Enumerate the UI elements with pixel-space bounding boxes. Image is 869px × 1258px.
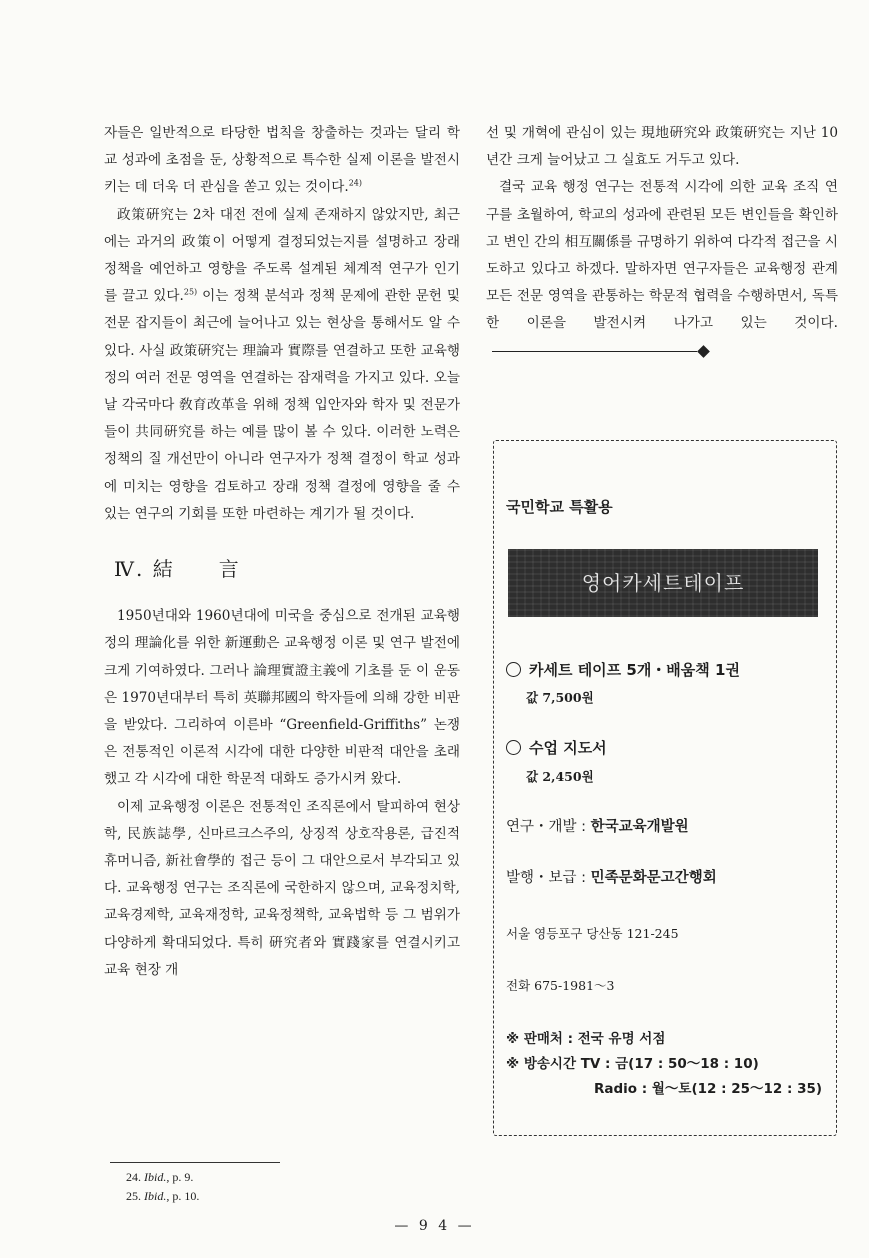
ad-phone: 전화 675-1981～3: [506, 978, 615, 993]
paragraph-text: 결국 교육 행정 연구는 전통적 시각에 의한 교육 조직 연구를 초월하여, 학교의 성과에 관련된 모든 변인들을 확인하고 변인 간의 相互關係를 규명하기 위하여 다각적 접근을 시도하고 있다고 하겠다. 말하자면 연구자들은 교육행정 관계 모든 전문 영역을 관통하는 학문적 협력을 수행하면서, 독특한 이론을 발전시켜 나가고 있는 것이다.: [486, 179, 838, 332]
paragraph-text: 자들은 일반적으로 타당한 법칙을 창출하는 것과는 달리 학교 성과에 초점을 둔, 상황적으로 특수한 실제 이론을 발전시키는 데 더욱 더 관심을 쏟고 있는 것이다.: [104, 125, 460, 196]
ad-item: [506, 659, 740, 680]
circle-bullet-icon: [506, 740, 521, 755]
paragraph: [104, 120, 460, 202]
end-rule: [492, 351, 697, 352]
ad-research-value: 한국교육개발원: [590, 819, 689, 835]
footnote-number: 25.: [126, 1189, 141, 1203]
ad-research-label: 연구・개발 :: [506, 819, 591, 835]
ad-banner: 영어카세트테이프: [508, 549, 818, 617]
circle-bullet-icon: [506, 662, 521, 677]
left-column: [104, 120, 460, 984]
section-heading: Ⅳ. 結 言: [114, 557, 241, 582]
footnote-ref: 25): [183, 287, 198, 297]
paragraph: 이제 교육행정 이론은 전통적인 조직론에서 탈피하여 현상학, 民族誌學, 신마르크스주의, 상징적 상호작용론, 급진적 휴머니즘, 新社會學的 접근 등이 그 대안으로서 부각되고 있다. 교육행정 연구는 조직론에 국한하지 않으며, 교육정치학, 교육경제학, 교육재정학, 교육정책학, 교육법학 등 그 범위가 다양하게 확대되었다. 특히 硏究者와 實踐家를 연결시키고 교육 현장 개: [104, 798, 460, 978]
paragraph-text: 政策硏究는 2차 대전 전에 실제 존재하지 않았지만, 최근에는 과거의 政策이 어떻게 결정되었는지를 설명하고 장래 정책을 예언하고 영향을 주도록 설계된 체계적 연구가 인기를 끌고 있다.: [104, 206, 460, 305]
advertisement-box: [493, 440, 837, 1136]
ad-address: 서울 영등포구 당산동 121-245: [506, 926, 679, 941]
paragraph: [486, 174, 838, 364]
ad-item-label: 카세트 테이프 5개・배움책 1권: [529, 661, 740, 679]
paragraph-text: 이는 정책 분석과 정책 문제에 관한 문헌 및 전문 잡지들이 최근에 늘어나고 있는 현상을 통해서도 알 수 있다. 사실 政策硏究는 理論과 實際를 연결하고 또한 교육행정의 여러 전문 영역을 연결하는 잠재력을 가지고 있다. 오늘날 각국마다 敎育改革을 위해 정책 입안자와 학자 및 전문가들이 共同硏究를 하는 예를 많이 볼 수 있다. 이러한 노력은 정책의 질 개선만이 아니라 연구자가 정책 결정이 학교 성과에 미치는 영향을 검토하고 장래 정책 결정에 영향을 줄 수 있는 연구의 기회를 또한 마련하는 계기가 될 것이다.: [104, 288, 460, 522]
footnote-rule: [110, 1162, 280, 1163]
footnote-number: 24.: [126, 1170, 141, 1184]
ad-item-label: 수업 지도서: [529, 739, 607, 757]
footnote: [126, 1187, 199, 1206]
ad-publisher-label: 발행・보급 :: [506, 870, 591, 886]
footnote-ref-text: Ibid.,: [144, 1170, 170, 1184]
footnote-ref: 24): [348, 178, 362, 188]
right-column: [486, 120, 838, 365]
footnotes: [126, 1168, 199, 1206]
page-number: — 9 4 —: [394, 1218, 475, 1234]
footnote-page: p. 10.: [172, 1189, 200, 1203]
paragraph: [104, 202, 460, 528]
ad-broadcast: ※ 방송시간 TV : 금(17 : 50～18 : 10): [506, 1056, 759, 1072]
ad-radio: Radio : 월～토(12 : 25～12 : 35): [594, 1081, 823, 1097]
ad-item: [506, 737, 607, 758]
ad-heading: 국민학교 특활용: [506, 498, 613, 516]
footnote-ref-text: Ibid.,: [144, 1189, 170, 1203]
end-diamond-icon: [697, 345, 710, 358]
paragraph: 선 및 개혁에 관심이 있는 現地硏究와 政策硏究는 지난 10년간 크게 늘어났고 그 실효도 거두고 있다.: [486, 125, 838, 169]
ad-sales: ※ 판매처 : 전국 유명 서점: [506, 1031, 666, 1047]
ad-price: 값 2,450원: [526, 769, 594, 784]
paragraph: 1950년대와 1960년대에 미국을 중심으로 전개된 교육행정의 理論化를 위한 新運動은 교육행정 이론 및 연구 발전에 크게 기여하였다. 그러나 論理實證主義에 기초를 둔 이 운동은 1970년대부터 특히 英聯邦國의 학자들에 의해 강한 비판을 받았다. 그리하여 이른바 “Greenfield-Griffiths” 논쟁은 전통적인 이론적 시각에 대한 다양한 비판적 대안을 초래했고 각 시각에 대한 학문적 대화도 증가시켜 왔다.: [104, 608, 460, 788]
ad-publisher-value: 민족문화문고간행회: [590, 870, 717, 886]
ad-price: 값 7,500원: [526, 690, 594, 705]
footnote: [126, 1168, 199, 1187]
ad-publisher: [506, 866, 717, 887]
footnote-page: p. 9.: [172, 1170, 194, 1184]
ad-research: [506, 815, 689, 836]
